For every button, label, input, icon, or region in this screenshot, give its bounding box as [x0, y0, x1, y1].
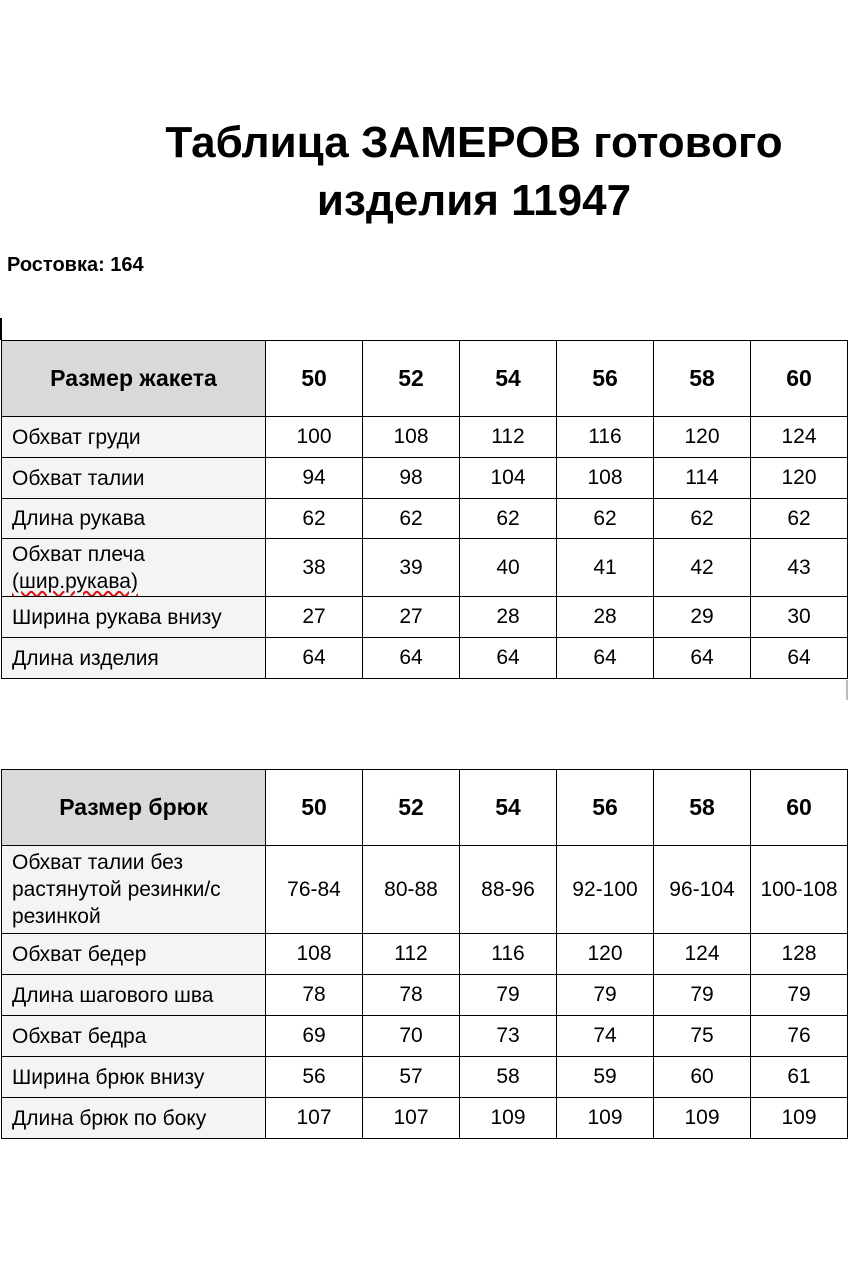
pants-size-50: 50	[266, 770, 363, 846]
table-row	[2, 597, 848, 638]
table-cell: 107	[266, 1098, 363, 1139]
table-cell: 107	[363, 1098, 460, 1139]
table-cell: 29	[654, 597, 751, 638]
table-cell: 120	[751, 458, 848, 499]
table-row	[2, 458, 848, 499]
jacket-measurements-table	[1, 340, 848, 679]
table-cell: 98	[363, 458, 460, 499]
table-cell: 73	[460, 1016, 557, 1057]
height-note: Ростовка: 164	[7, 254, 144, 276]
jacket-header-row	[2, 341, 848, 417]
pants-size-54: 54	[460, 770, 557, 846]
table-cell: 94	[266, 458, 363, 499]
row-label-line-2: (шир.рукава)	[12, 569, 138, 593]
row-label: Ширина рукава внизу	[2, 597, 266, 638]
table-cell: 109	[654, 1098, 751, 1139]
table-cell: 59	[557, 1057, 654, 1098]
table-cell: 92-100	[557, 846, 654, 934]
table-cell: 116	[557, 417, 654, 458]
table-cell: 57	[363, 1057, 460, 1098]
table-row	[2, 1016, 848, 1057]
table-row	[2, 934, 848, 975]
table-cell: 109	[460, 1098, 557, 1139]
row-label: Обхват груди	[2, 417, 266, 458]
pants-size-56: 56	[557, 770, 654, 846]
table-row	[2, 638, 848, 679]
table-cell: 64	[557, 638, 654, 679]
table-cell: 30	[751, 597, 848, 638]
row-label: Длина брюк по боку	[2, 1098, 266, 1139]
row-label: Длина изделия	[2, 638, 266, 679]
table-cell: 100	[266, 417, 363, 458]
table-cell: 108	[266, 934, 363, 975]
table-cell: 80-88	[363, 846, 460, 934]
table-cell: 112	[460, 417, 557, 458]
table-row	[2, 417, 848, 458]
table-cell: 69	[266, 1016, 363, 1057]
row-label: Обхват бедра	[2, 1016, 266, 1057]
table-cell: 116	[460, 934, 557, 975]
table-cell: 124	[654, 934, 751, 975]
table-cell: 120	[557, 934, 654, 975]
row-label-line-1: Обхват плеча	[12, 542, 145, 566]
table-cell: 78	[266, 975, 363, 1016]
table-cell: 109	[557, 1098, 654, 1139]
table-cell: 96-104	[654, 846, 751, 934]
table-cell: 62	[654, 499, 751, 539]
table-cell: 27	[266, 597, 363, 638]
table-cell: 62	[266, 499, 363, 539]
table-row	[2, 539, 848, 597]
row-label: Обхват бедер	[2, 934, 266, 975]
table-cell: 64	[460, 638, 557, 679]
row-label: Длина рукава	[2, 499, 266, 539]
row-label: Обхват талии	[2, 458, 266, 499]
pants-header-row	[2, 770, 848, 846]
jacket-size-header: Размер жакета	[2, 341, 266, 417]
table-cell: 108	[557, 458, 654, 499]
table-cell: 76	[751, 1016, 848, 1057]
table-cell: 75	[654, 1016, 751, 1057]
jacket-size-56: 56	[557, 341, 654, 417]
table-row	[2, 1057, 848, 1098]
pants-size-header: Размер брюк	[2, 770, 266, 846]
table-cell: 42	[654, 539, 751, 597]
page-title-line-2: изделия 11947	[316, 176, 632, 225]
page-title-line-1: Таблица ЗАМЕРОВ готового	[165, 118, 783, 167]
table-cell: 74	[557, 1016, 654, 1057]
table-cell: 62	[363, 499, 460, 539]
table-cell: 104	[460, 458, 557, 499]
table-cell: 120	[654, 417, 751, 458]
table-cell: 27	[363, 597, 460, 638]
table-row	[2, 1098, 848, 1139]
row-label: Обхват талии без растянутой резинки/с резинкой	[2, 846, 266, 934]
table-cell: 79	[654, 975, 751, 1016]
table-cell: 28	[460, 597, 557, 638]
table-cell: 114	[654, 458, 751, 499]
jacket-size-50: 50	[266, 341, 363, 417]
jacket-size-60: 60	[751, 341, 848, 417]
page-title	[100, 114, 848, 230]
table-cell: 41	[557, 539, 654, 597]
table-cell: 62	[557, 499, 654, 539]
table-row	[2, 846, 848, 934]
table-cell: 79	[557, 975, 654, 1016]
table-cell: 112	[363, 934, 460, 975]
table-cell: 70	[363, 1016, 460, 1057]
table-cell: 64	[266, 638, 363, 679]
table-cell: 79	[460, 975, 557, 1016]
table-cell: 64	[654, 638, 751, 679]
table-cell: 62	[460, 499, 557, 539]
table-cell: 124	[751, 417, 848, 458]
table-row	[2, 499, 848, 539]
table-cell: 61	[751, 1057, 848, 1098]
jacket-size-54: 54	[460, 341, 557, 417]
border-tick-left	[0, 318, 2, 340]
table-row	[2, 975, 848, 1016]
table-cell: 108	[363, 417, 460, 458]
table-cell: 128	[751, 934, 848, 975]
pants-size-60: 60	[751, 770, 848, 846]
table-cell: 58	[460, 1057, 557, 1098]
table-cell: 64	[363, 638, 460, 679]
jacket-size-58: 58	[654, 341, 751, 417]
table-cell: 62	[751, 499, 848, 539]
table-cell: 39	[363, 539, 460, 597]
pants-size-58: 58	[654, 770, 751, 846]
table-cell: 100-108	[751, 846, 848, 934]
row-label	[2, 539, 266, 597]
table-cell: 79	[751, 975, 848, 1016]
table-cell: 28	[557, 597, 654, 638]
table-cell: 64	[751, 638, 848, 679]
jacket-size-52: 52	[363, 341, 460, 417]
table-cell: 38	[266, 539, 363, 597]
table-cell: 40	[460, 539, 557, 597]
table-cell: 88-96	[460, 846, 557, 934]
row-label: Ширина брюк внизу	[2, 1057, 266, 1098]
table-cell: 109	[751, 1098, 848, 1139]
pants-size-52: 52	[363, 770, 460, 846]
table-cell: 43	[751, 539, 848, 597]
table-cell: 56	[266, 1057, 363, 1098]
table-cell: 60	[654, 1057, 751, 1098]
row-label: Длина шагового шва	[2, 975, 266, 1016]
table-cell: 76-84	[266, 846, 363, 934]
pants-measurements-table	[1, 769, 848, 1139]
table-cell: 78	[363, 975, 460, 1016]
